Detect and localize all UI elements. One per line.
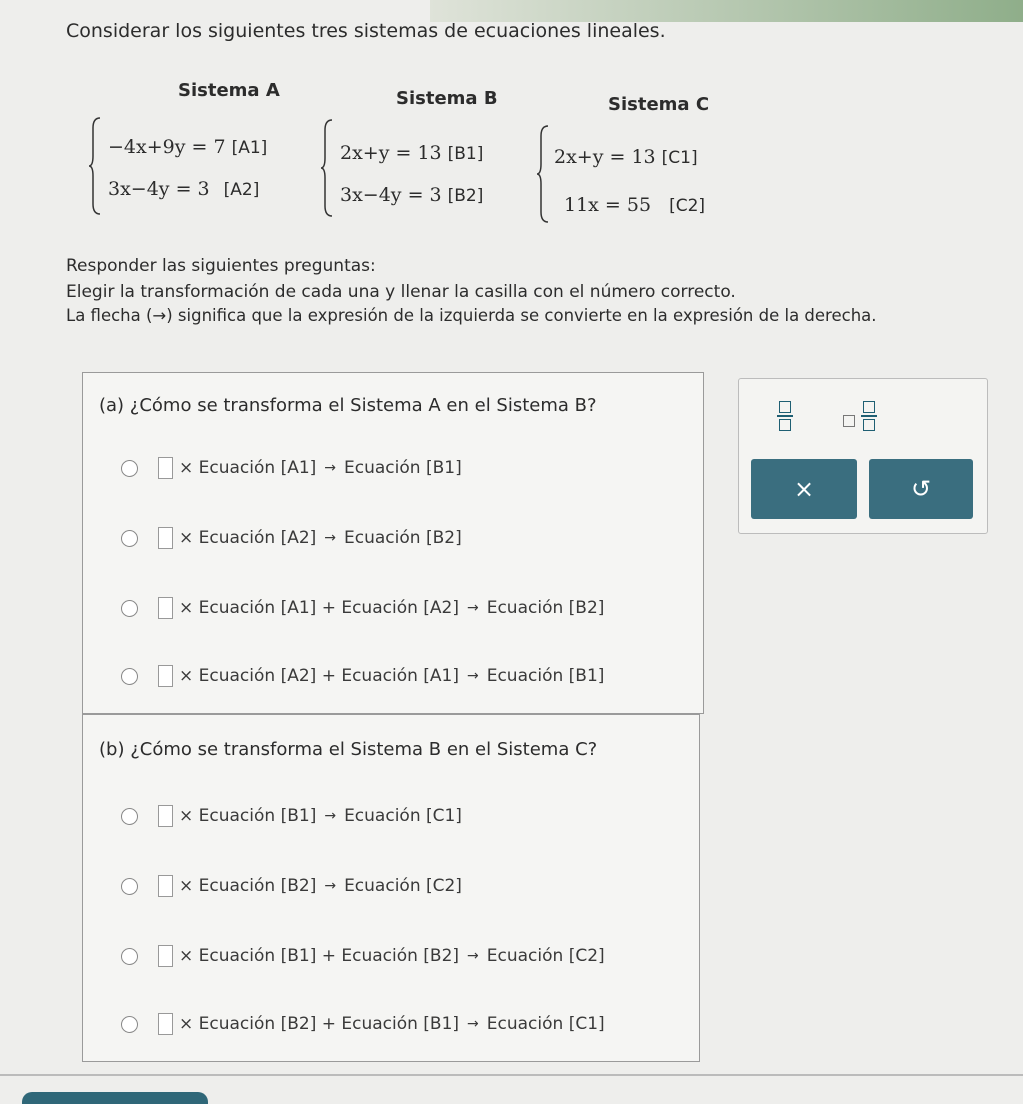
arrow-icon: → [324, 878, 337, 894]
brace-icon [536, 124, 550, 224]
system-c [536, 124, 726, 224]
answer-input-box[interactable] [158, 597, 173, 619]
equation-a2 [108, 178, 259, 200]
answer-input-box[interactable] [158, 665, 173, 687]
radio-button[interactable] [121, 530, 138, 547]
arrow-icon: → [467, 1016, 479, 1032]
arrow-icon: → [152, 306, 167, 325]
instruction-3-post: ) significa que la expresión de la izquierda se convierte en la expresión de la derecha. [166, 306, 877, 325]
equation-c1-tag: [C1] [661, 148, 698, 168]
radio-button[interactable] [121, 878, 138, 895]
answer-input-box[interactable] [158, 945, 173, 967]
equation-b2 [340, 184, 483, 206]
option-result: Ecuación [B2] [486, 598, 605, 618]
brace-icon [320, 118, 334, 218]
bottom-tab[interactable] [22, 1092, 208, 1104]
system-a-title: Sistema A [178, 80, 280, 101]
equation-a1-tag: [A1] [231, 138, 268, 158]
equation-c1-expr: 2x+y = 13 [554, 146, 656, 168]
arrow-icon: → [324, 530, 337, 546]
mixed-fraction-part [861, 401, 877, 431]
fraction-bar [861, 415, 877, 417]
instruction-2: Elegir la transformación de cada una y llenar la casilla con el número correcto. [66, 282, 736, 302]
fraction-icon[interactable] [777, 401, 793, 431]
question-a-option-2[interactable] [121, 527, 462, 549]
system-a [88, 116, 298, 216]
question-a-option-1[interactable] [121, 457, 462, 479]
radio-button[interactable] [121, 1016, 138, 1033]
answer-input-box[interactable] [158, 875, 173, 897]
equation-b1-expr: 2x+y = 13 [340, 142, 442, 164]
option-result: Ecuación [B1] [486, 666, 605, 686]
equation-b1 [340, 142, 483, 164]
answer-input-box[interactable] [158, 1013, 173, 1035]
question-b-option-4[interactable] [121, 1013, 605, 1035]
equation-a1 [108, 136, 267, 158]
instruction-1: Responder las siguientes preguntas: [66, 256, 376, 276]
whole-box [843, 415, 855, 427]
equation-c1 [554, 146, 698, 168]
option-result: Ecuación [B2] [344, 528, 462, 548]
equation-a2-expr: 3x−4y = 3 [108, 178, 210, 200]
radio-button[interactable] [121, 460, 138, 477]
equation-b1-tag: [B1] [447, 144, 484, 164]
question-a-box [82, 372, 704, 714]
option-text: × Ecuación [B1] + Ecuación [B2] [179, 946, 460, 966]
arrow-icon: → [466, 600, 479, 616]
equation-b2-expr: 3x−4y = 3 [340, 184, 442, 206]
numerator-box [779, 401, 791, 413]
system-b [320, 118, 520, 218]
intro-text: Considerar los siguientes tres sistemas de ecuaciones lineales. [66, 20, 666, 42]
option-result: Ecuación [B1] [344, 458, 462, 478]
question-a-option-4[interactable] [121, 665, 604, 687]
answer-input-box[interactable] [158, 805, 173, 827]
denominator-box [863, 419, 875, 431]
equation-c2-tag: [C2] [669, 196, 706, 216]
option-text: × Ecuación [A1] [179, 458, 317, 478]
arrow-icon: → [324, 808, 337, 824]
question-b-title: (b) ¿Cómo se transforma el Sistema B en el Sistema C? [99, 739, 598, 760]
equation-a1-expr: −4x+9y = 7 [108, 136, 226, 158]
answer-input-box[interactable] [158, 527, 173, 549]
instruction-3 [66, 306, 877, 325]
question-b-option-3[interactable] [121, 945, 605, 967]
option-text: × Ecuación [B1] [179, 806, 317, 826]
question-a-title: (a) ¿Cómo se transforma el Sistema A en el Sistema B? [99, 395, 597, 416]
option-text: × Ecuación [A1] + Ecuación [A2] [179, 598, 459, 618]
arrow-icon: → [467, 948, 479, 964]
instruction-3-pre: La flecha ( [66, 306, 153, 325]
option-result: Ecuación [C2] [344, 876, 462, 896]
arrow-icon: → [324, 460, 337, 476]
denominator-box [779, 419, 791, 431]
equation-a2-tag: [A2] [223, 180, 260, 200]
option-text: × Ecuación [A2] + Ecuación [A1] [179, 666, 459, 686]
undo-button[interactable]: ↺ [869, 459, 973, 519]
option-text: × Ecuación [A2] [179, 528, 317, 548]
answer-input-box[interactable] [158, 457, 173, 479]
radio-button[interactable] [121, 668, 138, 685]
equation-c2-expr: 11x = 55 [564, 194, 652, 216]
system-b-title: Sistema B [396, 88, 498, 109]
clear-button[interactable]: × [751, 459, 857, 519]
top-bar [430, 0, 1023, 22]
equation-c2 [564, 194, 705, 216]
bottom-divider [0, 1074, 1023, 1076]
system-c-title: Sistema C [608, 94, 710, 115]
radio-button[interactable] [121, 600, 138, 617]
question-b-option-1[interactable] [121, 805, 462, 827]
equation-b2-tag: [B2] [447, 186, 484, 206]
option-text: × Ecuación [B2] + Ecuación [B1] [179, 1014, 460, 1034]
question-a-option-3[interactable] [121, 597, 604, 619]
math-tool-panel [738, 378, 988, 534]
option-result: Ecuación [C1] [486, 1014, 605, 1034]
fraction-bar [777, 415, 793, 417]
radio-button[interactable] [121, 808, 138, 825]
question-b-option-2[interactable] [121, 875, 462, 897]
numerator-box [863, 401, 875, 413]
option-result: Ecuación [C1] [344, 806, 462, 826]
option-result: Ecuación [C2] [486, 946, 605, 966]
brace-icon [88, 116, 102, 216]
radio-button[interactable] [121, 948, 138, 965]
arrow-icon: → [466, 668, 479, 684]
option-text: × Ecuación [B2] [179, 876, 317, 896]
question-b-box [82, 714, 700, 1062]
